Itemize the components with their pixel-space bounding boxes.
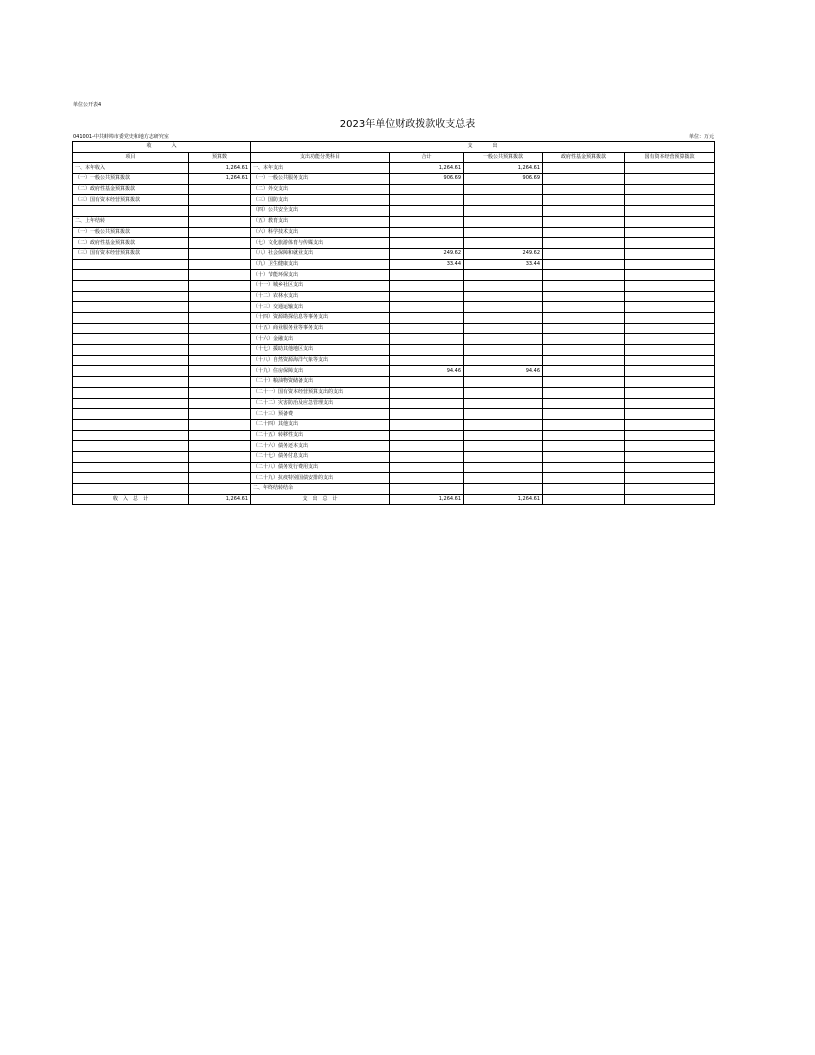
table-cell: [390, 441, 464, 452]
table-cell: （四）公共安全支出: [251, 206, 390, 217]
table-cell: [625, 184, 715, 195]
form-code: 单位公开表4: [73, 102, 102, 108]
table-cell: [390, 462, 464, 473]
table-row: [73, 409, 715, 420]
table-cell: （十）节能环保支出: [251, 270, 390, 281]
table-cell: [390, 473, 464, 484]
table-cell: [543, 366, 625, 377]
table-row: [73, 280, 715, 291]
table-cell: [625, 387, 715, 398]
table-row: [73, 484, 715, 495]
table-row: [73, 302, 715, 313]
table-cell: [390, 216, 464, 227]
table-cell: 1,264.61: [390, 163, 464, 174]
table-cell: （三）国有资本经营预算拨款: [73, 248, 189, 259]
table-cell: [390, 484, 464, 495]
table-cell: [625, 238, 715, 249]
table-cell: （二）政府性基金预算拨款: [73, 184, 189, 195]
table-row: [73, 195, 715, 206]
table-cell: （二十）粮油物资储备支出: [251, 377, 390, 388]
table-cell: [189, 462, 251, 473]
table-cell: [625, 409, 715, 420]
table-row: [73, 451, 715, 462]
table-cell: [625, 227, 715, 238]
table-cell: [464, 398, 543, 409]
table-row: [73, 430, 715, 441]
table-cell: [625, 206, 715, 217]
table-cell: [390, 195, 464, 206]
unit-label: 单位：万元: [688, 134, 714, 140]
table-cell: [73, 398, 189, 409]
table-cell: [189, 323, 251, 334]
table-cell: 249.62: [390, 248, 464, 259]
expense-group-header: 支 出: [251, 142, 715, 153]
table-cell: [543, 184, 625, 195]
table-cell: [625, 291, 715, 302]
table-cell: [625, 163, 715, 174]
table-cell: （一）一般公共服务支出: [251, 174, 390, 185]
table-cell: [464, 206, 543, 217]
table-cell: [543, 313, 625, 324]
table-cell: [543, 174, 625, 185]
table-cell: [390, 184, 464, 195]
table-cell: [73, 313, 189, 324]
table-cell: [625, 216, 715, 227]
table-cell: 1,264.61: [464, 163, 543, 174]
table-cell: [625, 195, 715, 206]
table-row: [73, 345, 715, 356]
table-cell: [189, 248, 251, 259]
table-cell: [73, 419, 189, 430]
table-cell: [189, 345, 251, 356]
table-cell: （二十二）灾害防治及应急管理支出: [251, 398, 390, 409]
table-cell: [625, 419, 715, 430]
table-cell: [73, 355, 189, 366]
table-cell: （八）社会保障和就业支出: [251, 248, 390, 259]
table-cell: [189, 451, 251, 462]
table-cell: [543, 451, 625, 462]
table-cell: （十一）城乡社区支出: [251, 280, 390, 291]
table-cell: 1,264.61: [189, 494, 251, 505]
table-cell: [625, 355, 715, 366]
table-row: [73, 227, 715, 238]
table-cell: 94.46: [390, 366, 464, 377]
table-cell: [464, 313, 543, 324]
column-header: 一般公共预算拨款: [464, 152, 543, 163]
table-cell: [390, 419, 464, 430]
table-cell: [464, 227, 543, 238]
column-header: 预算数: [189, 152, 251, 163]
table-cell: [543, 430, 625, 441]
table-cell: [73, 259, 189, 270]
table-cell: [543, 238, 625, 249]
table-cell: [543, 494, 625, 505]
table-row: [73, 270, 715, 281]
table-cell: （二十五）转移性支出: [251, 430, 390, 441]
table-cell: [464, 270, 543, 281]
table-cell: [390, 409, 464, 420]
table-cell: （五）教育支出: [251, 216, 390, 227]
table-cell: [390, 270, 464, 281]
table-cell: [625, 280, 715, 291]
table-cell: [543, 248, 625, 259]
table-cell: [543, 484, 625, 495]
table-cell: 1,264.61: [390, 494, 464, 505]
column-header: 国有资本经营预算拨款: [625, 152, 715, 163]
table-cell: [464, 484, 543, 495]
table-cell: （二十九）抗疫特别国债安排的支出: [251, 473, 390, 484]
table-row: [73, 206, 715, 217]
table-cell: [189, 387, 251, 398]
table-cell: [189, 280, 251, 291]
table-cell: [543, 206, 625, 217]
column-header: 合计: [390, 152, 464, 163]
table-cell: [73, 387, 189, 398]
table-cell: [625, 259, 715, 270]
table-cell: [543, 280, 625, 291]
table-cell: [189, 484, 251, 495]
table-cell: [543, 163, 625, 174]
table-cell: 收 入 总 计: [73, 494, 189, 505]
table-cell: [189, 473, 251, 484]
table-cell: [390, 280, 464, 291]
table-cell: [464, 345, 543, 356]
table-cell: [390, 227, 464, 238]
unit-name: 041001-中共蚌埠市委党史和地方志研究室: [73, 134, 169, 140]
table-cell: [543, 419, 625, 430]
table-cell: （九）卫生健康支出: [251, 259, 390, 270]
table-cell: [464, 291, 543, 302]
table-cell: [189, 313, 251, 324]
table-cell: [73, 441, 189, 452]
table-cell: [73, 323, 189, 334]
table-cell: 1,264.61: [189, 163, 251, 174]
table-cell: 支 出 总 计: [251, 494, 390, 505]
table-cell: [543, 441, 625, 452]
table-cell: [625, 334, 715, 345]
table-cell: [625, 270, 715, 281]
table-cell: （六）科学技术支出: [251, 227, 390, 238]
table-cell: [189, 238, 251, 249]
table-cell: [73, 366, 189, 377]
table-row: [73, 419, 715, 430]
table-cell: [625, 366, 715, 377]
table-cell: （二十六）债务还本支出: [251, 441, 390, 452]
table-cell: [543, 302, 625, 313]
table-cell: [73, 345, 189, 356]
table-cell: [390, 313, 464, 324]
table-cell: （十八）自然资源海洋气象等支出: [251, 355, 390, 366]
table-cell: （十七）援助其他地区支出: [251, 345, 390, 356]
table-row: [73, 238, 715, 249]
table-cell: [625, 313, 715, 324]
table-cell: [464, 355, 543, 366]
table-cell: [189, 419, 251, 430]
table-cell: [390, 291, 464, 302]
table-cell: [464, 441, 543, 452]
group-header-row: [73, 142, 715, 153]
table-cell: [464, 462, 543, 473]
table-cell: [390, 345, 464, 356]
table-cell: [543, 462, 625, 473]
table-row: [73, 216, 715, 227]
table-row: [73, 291, 715, 302]
table-cell: [543, 270, 625, 281]
table-row: [73, 248, 715, 259]
table-row: [73, 462, 715, 473]
table-cell: [625, 174, 715, 185]
table-cell: [543, 227, 625, 238]
table-row: [73, 184, 715, 195]
table-cell: [464, 195, 543, 206]
table-cell: [464, 280, 543, 291]
table-cell: [73, 473, 189, 484]
table-cell: [625, 377, 715, 388]
table-cell: [543, 377, 625, 388]
page-title: 2023年单位财政拨款收支总表: [339, 119, 476, 130]
table-cell: [73, 462, 189, 473]
table-cell: [189, 430, 251, 441]
table-cell: [189, 398, 251, 409]
table-cell: [625, 430, 715, 441]
table-cell: （十二）农林水支出: [251, 291, 390, 302]
table-cell: 1,264.61: [464, 494, 543, 505]
table-cell: [390, 238, 464, 249]
table-cell: （十五）商业服务业等事务支出: [251, 323, 390, 334]
table-cell: [464, 473, 543, 484]
table-cell: [464, 302, 543, 313]
table-cell: [464, 451, 543, 462]
table-cell: [73, 377, 189, 388]
table-cell: [189, 184, 251, 195]
table-cell: （二十一）国有资本经营预算支出的支出: [251, 387, 390, 398]
table-cell: [73, 291, 189, 302]
table-cell: （二）政府性基金预算拨款: [73, 238, 189, 249]
column-header: 政府性基金预算拨款: [543, 152, 625, 163]
table-cell: [390, 377, 464, 388]
column-header-row: [73, 152, 715, 163]
table-cell: [543, 473, 625, 484]
table-row: [73, 259, 715, 270]
table-row: [73, 441, 715, 452]
budget-summary-table: [72, 141, 715, 505]
table-cell: [390, 451, 464, 462]
table-cell: 1,264.61: [189, 174, 251, 185]
table-row: [73, 387, 715, 398]
table-cell: [390, 302, 464, 313]
table-cell: （二）外交支出: [251, 184, 390, 195]
table-cell: （二十七）债务付息支出: [251, 451, 390, 462]
table-cell: [73, 451, 189, 462]
table-cell: [390, 398, 464, 409]
table-cell: [464, 184, 543, 195]
table-cell: （七）文化旅游体育与传媒支出: [251, 238, 390, 249]
table-cell: [543, 323, 625, 334]
table-cell: [464, 377, 543, 388]
table-cell: [625, 484, 715, 495]
table-cell: [543, 334, 625, 345]
table-cell: [625, 248, 715, 259]
table-cell: 一、本年支出: [251, 163, 390, 174]
table-cell: [73, 484, 189, 495]
table-cell: [189, 270, 251, 281]
table-cell: [464, 409, 543, 420]
table-cell: [189, 259, 251, 270]
table-cell: [464, 216, 543, 227]
table-cell: [543, 387, 625, 398]
table-cell: [543, 355, 625, 366]
table-row: [73, 323, 715, 334]
table-cell: （十三）交通运输支出: [251, 302, 390, 313]
table-row: [73, 377, 715, 388]
table-cell: [390, 206, 464, 217]
table-cell: （十六）金融支出: [251, 334, 390, 345]
table-cell: （三）国防支出: [251, 195, 390, 206]
table-cell: [390, 430, 464, 441]
table-cell: [73, 206, 189, 217]
table-cell: [73, 302, 189, 313]
table-cell: [625, 473, 715, 484]
table-cell: （十四）资源勘探信息等事务支出: [251, 313, 390, 324]
table-cell: [189, 302, 251, 313]
table-cell: [390, 387, 464, 398]
table-cell: [543, 195, 625, 206]
table-cell: （一）一般公共预算拨款: [73, 227, 189, 238]
column-header: 支出功能分类科目: [251, 152, 390, 163]
income-group-header: 收 入: [73, 142, 251, 153]
table-cell: [189, 227, 251, 238]
table-cell: [189, 409, 251, 420]
table-cell: [189, 334, 251, 345]
table-cell: （二十三）预备费: [251, 409, 390, 420]
table-cell: [189, 355, 251, 366]
table-cell: [189, 291, 251, 302]
table-cell: [73, 334, 189, 345]
table-cell: 906.69: [464, 174, 543, 185]
table-cell: [543, 409, 625, 420]
table-cell: 94.46: [464, 366, 543, 377]
table-cell: [625, 462, 715, 473]
table-cell: [189, 377, 251, 388]
table-cell: [625, 451, 715, 462]
table-cell: [189, 366, 251, 377]
table-cell: [390, 334, 464, 345]
table-row: [73, 473, 715, 484]
table-cell: [464, 387, 543, 398]
table-cell: （二十八）债务发行费用支出: [251, 462, 390, 473]
table-cell: [625, 345, 715, 356]
table-cell: [390, 355, 464, 366]
table-cell: [543, 216, 625, 227]
table-cell: [625, 302, 715, 313]
table-cell: 一、本年收入: [73, 163, 189, 174]
table-cell: 33.44: [390, 259, 464, 270]
table-cell: [189, 216, 251, 227]
table-row: [73, 174, 715, 185]
table-cell: （一）一般公共预算拨款: [73, 174, 189, 185]
table-cell: [625, 441, 715, 452]
table-row: [73, 366, 715, 377]
table-cell: [73, 270, 189, 281]
table-cell: [73, 430, 189, 441]
table-cell: （十九）住房保障支出: [251, 366, 390, 377]
column-header: 项目: [73, 152, 189, 163]
table-cell: [189, 206, 251, 217]
table-cell: [464, 430, 543, 441]
table-cell: [543, 291, 625, 302]
table-cell: [543, 345, 625, 356]
table-cell: [73, 409, 189, 420]
table-cell: 二、上年结转: [73, 216, 189, 227]
table-row: [73, 313, 715, 324]
table-cell: [73, 280, 189, 291]
table-cell: 33.44: [464, 259, 543, 270]
table-cell: [464, 238, 543, 249]
table-cell: 906.69: [390, 174, 464, 185]
table-cell: [625, 398, 715, 409]
table-cell: [464, 334, 543, 345]
table-cell: [189, 441, 251, 452]
table-cell: [390, 323, 464, 334]
table-cell: [625, 494, 715, 505]
table-cell: （三）国有资本经营预算拨款: [73, 195, 189, 206]
table-row: [73, 398, 715, 409]
table-cell: [464, 323, 543, 334]
table-cell: [543, 398, 625, 409]
table-row: [73, 163, 715, 174]
table-cell: 二、年终结转结余: [251, 484, 390, 495]
table-cell: [464, 419, 543, 430]
table-row: [73, 334, 715, 345]
table-cell: （二十四）其他支出: [251, 419, 390, 430]
table-cell: [189, 195, 251, 206]
table-cell: 249.62: [464, 248, 543, 259]
table-cell: [543, 259, 625, 270]
table-cell: [625, 323, 715, 334]
table-row: [73, 355, 715, 366]
total-row: [73, 494, 715, 505]
